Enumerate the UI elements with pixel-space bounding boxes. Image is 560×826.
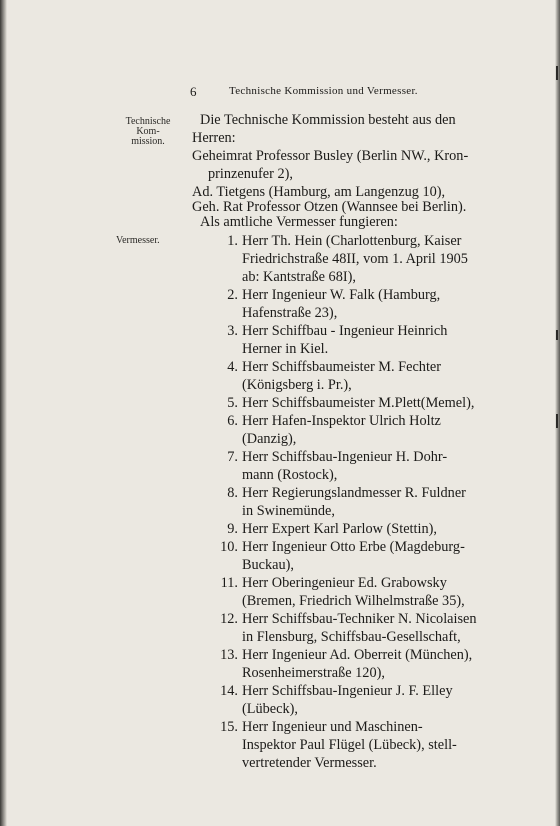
list-item	[212, 718, 502, 772]
list-item-text	[242, 646, 502, 682]
list-item-line: Herr Regierungslandmesser R. Fuldner	[242, 485, 466, 501]
list-item-line: Herr Ingenieur Otto Erbe (Magdeburg-	[242, 539, 465, 555]
list-item-text	[242, 412, 502, 448]
page-binding-edge	[0, 0, 7, 826]
list-item	[212, 448, 502, 484]
list-item-line: mann (Rostock),	[242, 467, 338, 483]
list-item-text	[242, 322, 502, 358]
list-item-text	[242, 538, 502, 574]
list-item-text	[242, 286, 502, 322]
list-item-text	[242, 682, 502, 718]
list-item-number: 1.	[227, 233, 238, 249]
list-item-line: Herr Schiffsbau-Ingenieur H. Dohr-	[242, 449, 448, 465]
edge-mark	[556, 66, 558, 80]
list-item-number: 9.	[227, 521, 238, 537]
list-item-line: (Bremen, Friedrich Wilhelmstraße 35),	[242, 593, 465, 609]
list-item-text	[242, 718, 502, 772]
list-item-text	[242, 358, 502, 394]
list-item-number: 11.	[220, 575, 238, 591]
list-item-line: Herr Ingenieur W. Falk (Hamburg,	[242, 287, 441, 303]
intro-line: Geheimrat Professor Busley (Berlin NW., Kron-	[192, 148, 469, 164]
edge-mark	[556, 414, 558, 428]
list-item-line: (Danzig),	[242, 431, 297, 447]
intro-line: Die Technische Kommission besteht aus den	[200, 112, 456, 128]
list-item-number: 3.	[227, 323, 238, 339]
list-item-line: Hafenstraße 23),	[242, 305, 338, 321]
list-item-line: Herr Schiffsbau-Techniker N. Nicolaisen	[242, 611, 477, 627]
list-item-line: Herr Ingenieur und Maschinen-	[242, 719, 423, 735]
intro-line: Herren:	[192, 130, 236, 146]
list-item-number: 5.	[227, 395, 238, 411]
list-item	[212, 358, 502, 394]
list-item-line: Rosenheimerstraße 120),	[242, 665, 385, 681]
list-item	[212, 394, 502, 412]
margin-note-line: Technische	[125, 116, 171, 127]
list-item	[212, 232, 502, 286]
page-right-edge	[555, 0, 560, 826]
list-item-line: vertretender Vermesser.	[242, 755, 377, 771]
list-item-line: (Lübeck),	[242, 701, 298, 717]
list-item	[212, 322, 502, 358]
list-item-number: 12.	[220, 611, 238, 627]
list-item-number: 4.	[227, 359, 238, 375]
margin-note-line: Kom-	[136, 126, 160, 137]
list-item-text	[242, 574, 502, 610]
list-item-line: Herner in Kiel.	[242, 341, 329, 357]
list-item-line: Friedrichstraße 48II, vom 1. April 1905	[242, 251, 468, 267]
list-item	[212, 520, 502, 538]
list-item-line: Herr Th. Hein (Charlottenburg, Kaiser	[242, 233, 462, 249]
list-item-line: Herr Oberingenieur Ed. Grabowsky	[242, 575, 447, 591]
list-item-number: 15.	[220, 719, 238, 735]
list-item-line: Herr Ingenieur Ad. Oberreit (München),	[242, 647, 473, 663]
list-item-text	[242, 232, 502, 286]
intro-line: Ad. Tietgens (Hamburg, am Langenzug 10),	[192, 184, 446, 200]
list-item-line: Herr Schiffsbaumeister M.Plett(Memel),	[242, 395, 475, 411]
intro-line: prinzenufer 2),	[208, 166, 293, 182]
list-item-text	[242, 520, 502, 538]
list-item-number: 8.	[227, 485, 238, 501]
list-item-line: Herr Schiffbau - Ingenieur Heinrich	[242, 323, 448, 339]
margin-note-kommission	[112, 117, 184, 147]
list-item	[212, 646, 502, 682]
page-number: 6	[190, 84, 197, 99]
list-item-line: Herr Schiffsbaumeister M. Fechter	[242, 359, 442, 375]
list-item-number: 13.	[220, 647, 238, 663]
list-item-line: ab: Kantstraße 68I),	[242, 269, 356, 285]
list-item	[212, 610, 502, 646]
list-item	[212, 484, 502, 520]
intro-line: Als amtliche Vermesser fungieren:	[200, 214, 398, 230]
list-item-number: 6.	[227, 413, 238, 429]
margin-note-line: mission.	[131, 136, 165, 147]
list-item	[212, 538, 502, 574]
list-item-line: in Flensburg, Schiffsbau-Gesellschaft,	[242, 629, 461, 645]
list-item-number: 2.	[227, 287, 238, 303]
list-item-line: Herr Expert Karl Parlow (Stettin),	[242, 521, 437, 537]
page-header	[0, 84, 560, 100]
intro-line: Geh. Rat Professor Otzen (Wannsee bei Berlin).	[192, 199, 467, 215]
list-item-line: (Königsberg i. Pr.),	[242, 377, 352, 393]
list-item-line: Herr Schiffsbau-Ingenieur J. F. Elley	[242, 683, 453, 699]
list-item	[212, 682, 502, 718]
list-item	[212, 412, 502, 448]
list-item-number: 10.	[220, 539, 238, 555]
running-title: Technische Kommission und Vermesser.	[229, 85, 418, 97]
list-item	[212, 574, 502, 610]
list-item-line: Inspektor Paul Flügel (Lübeck), stell-	[242, 737, 457, 753]
list-item-text	[242, 394, 502, 412]
list-item-line: Buckau),	[242, 557, 295, 573]
list-item-line: Herr Hafen-Inspektor Ulrich Holtz	[242, 413, 441, 429]
list-item-line: in Swinemünde,	[242, 503, 335, 519]
list-item-text	[242, 484, 502, 520]
list-item-text	[242, 610, 502, 646]
list-item-number: 7.	[227, 449, 238, 465]
list-item	[212, 286, 502, 322]
list-item-number: 14.	[220, 683, 238, 699]
margin-note-vermesser: Vermesser.	[116, 235, 160, 246]
surveyor-list	[212, 232, 502, 772]
edge-mark	[556, 330, 558, 340]
list-item-text	[242, 448, 502, 484]
